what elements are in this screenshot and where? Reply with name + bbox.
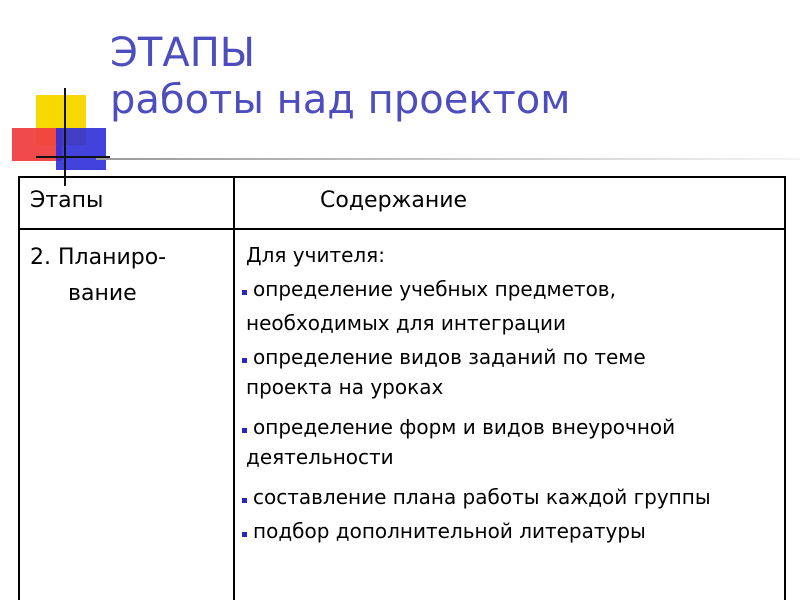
list-item-text: составление плана работы каждой группы	[253, 485, 711, 509]
logo-vertical-line	[64, 88, 66, 186]
list-item-text: определение учебных предметов,	[253, 277, 616, 301]
content-intro: Для учителя:	[246, 243, 385, 267]
title-line-1: ЭТАПЫ	[110, 30, 256, 76]
table-column-separator	[233, 178, 235, 600]
header-stages: Этапы	[30, 188, 104, 213]
table-row-separator	[20, 228, 784, 230]
title-line-2: работы над проектом	[110, 77, 571, 123]
list-item	[242, 516, 782, 546]
content-cell	[242, 240, 782, 546]
stage-line-1: 2. Планиро-	[30, 245, 167, 270]
header-content: Содержание	[320, 188, 468, 213]
title-divider	[96, 158, 800, 160]
bullet-icon	[242, 428, 247, 433]
list-item	[242, 342, 782, 372]
list-item-continuation: проекта на уроках	[246, 375, 444, 399]
list-item	[242, 482, 782, 512]
list-item-continuation: деятельности	[246, 445, 394, 469]
bullet-icon	[242, 358, 247, 363]
list-item	[242, 274, 782, 304]
bullet-icon	[242, 498, 247, 503]
bullet-icon	[242, 290, 247, 295]
list-item-text: определение видов заданий по теме	[253, 345, 646, 369]
slide-title	[110, 30, 570, 124]
bullet-icon	[242, 532, 247, 537]
list-item-text: определение форм и видов внеурочной	[253, 415, 676, 439]
stage-line-2: вание	[68, 281, 137, 306]
stage-cell	[30, 240, 166, 312]
stages-table	[18, 176, 786, 600]
list-item-text: подбор дополнительной литературы	[253, 519, 646, 543]
list-item	[242, 412, 782, 442]
list-item-continuation: необходимых для интеграции	[246, 311, 567, 335]
